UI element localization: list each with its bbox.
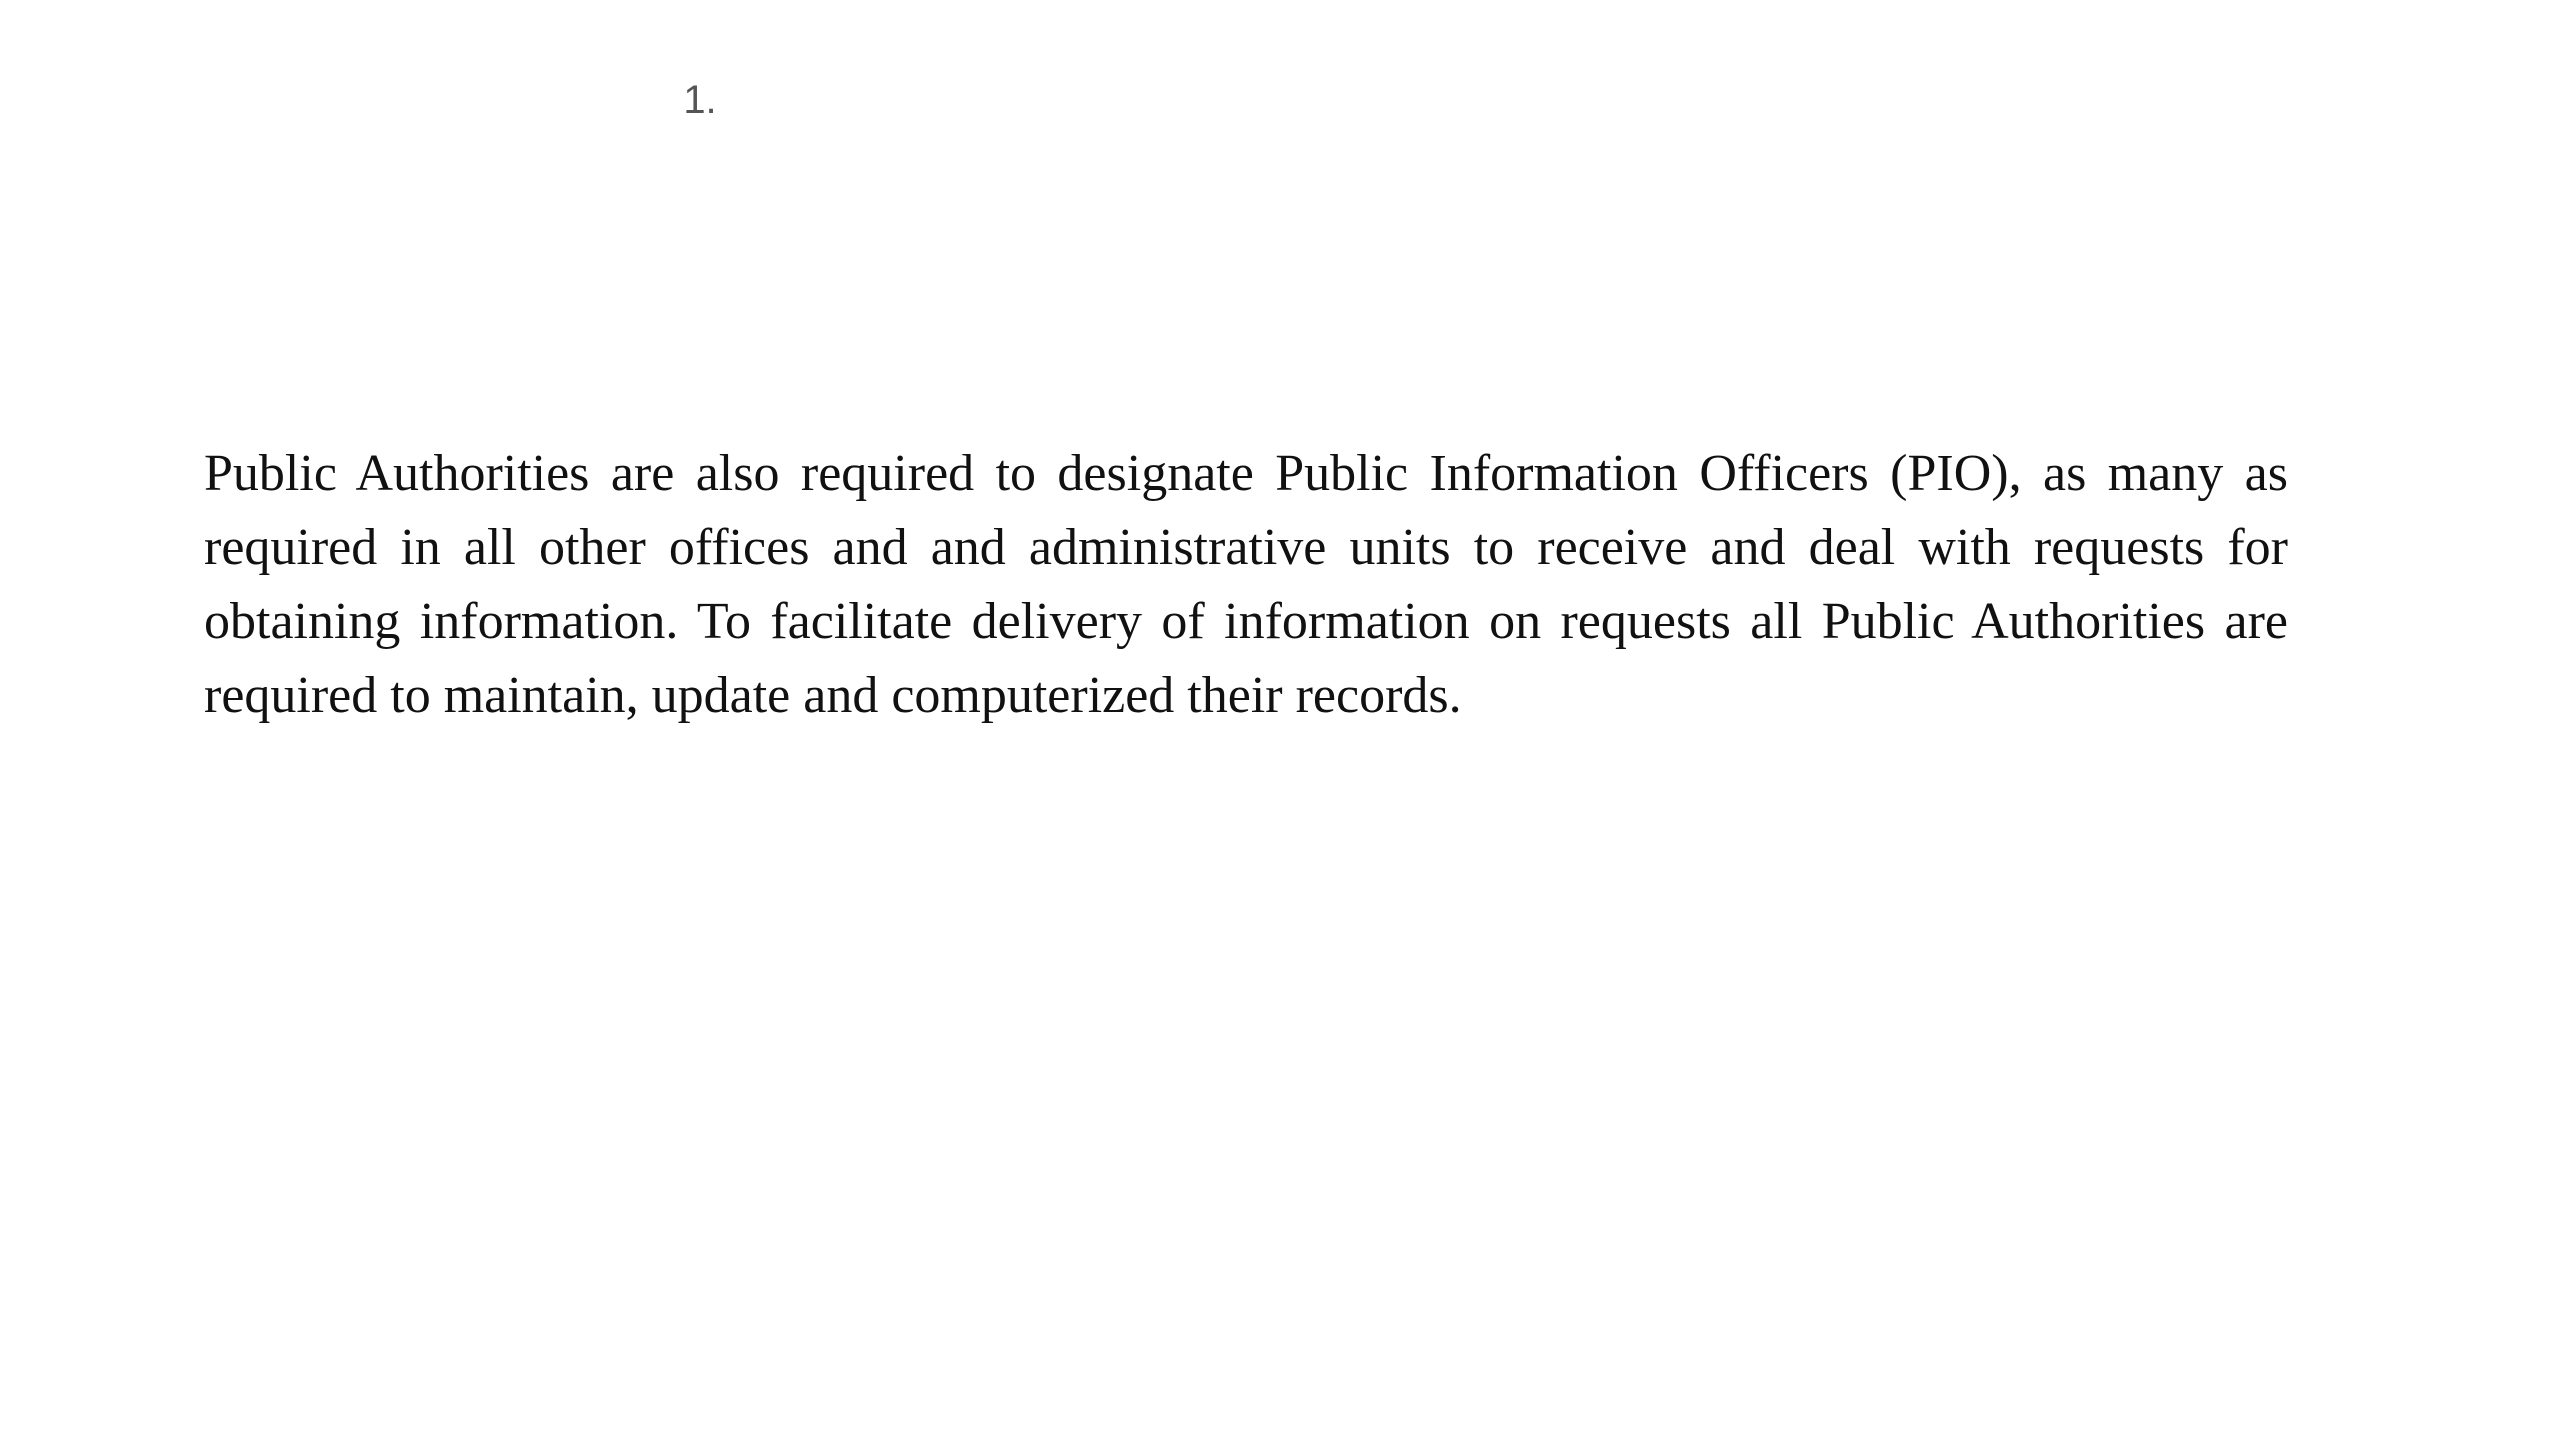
page-number-container xyxy=(0,80,2560,120)
page-number: 1. xyxy=(683,78,717,122)
body-paragraph: Public Authorities are also required to designate Public Information Officers (PIO), as many as required in all other offices and and administrative units to receive and deal with requests for obtaining information. To facilitate delivery of information on requests all Public Authorities are required to maintain, update and computerized their records. xyxy=(204,445,2288,724)
